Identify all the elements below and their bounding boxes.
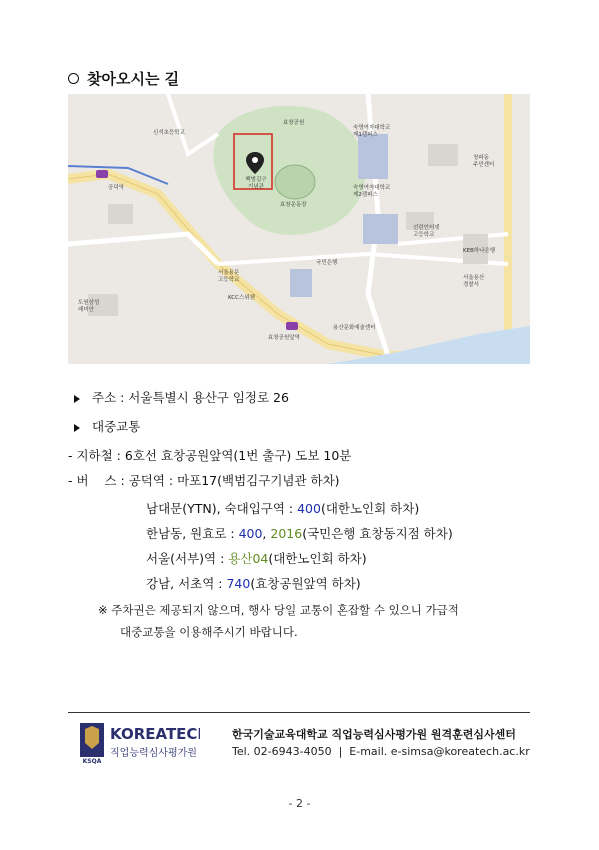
bus-row <box>146 524 453 542</box>
section-heading-text: 찾아오시는 길 <box>87 70 180 88</box>
triangle-bullet-icon <box>74 424 80 432</box>
bus-suffix: (효창공원앞역 하차) <box>250 576 361 591</box>
map-label-keb: KEB하나은행 <box>463 248 496 254</box>
bus-suffix: (백범김구기념관 하차) <box>217 473 340 488</box>
map-label-gongdeok: 공덕역 <box>108 185 124 191</box>
map-label-sookmyung: 숙명여자대학교 제2캠퍼스 <box>353 185 391 198</box>
bus-row <box>146 499 419 517</box>
bus-row <box>146 549 367 567</box>
map-label-yongsan-office: 용산문화예술센터 <box>333 325 376 331</box>
bus-route: 용산04 <box>228 551 269 566</box>
bus-stop: 서울(서부)역 : <box>146 551 229 566</box>
map-label-stadium: 효창운동장 <box>280 202 307 208</box>
footer-divider <box>68 712 530 713</box>
map-label-kookmin: 국민은행 <box>316 260 338 266</box>
parking-note-line2: 대중교통을 이용해주시기 바랍니다. <box>120 625 298 639</box>
bus-route: 마포17 <box>177 473 218 488</box>
bus-stop: 남대문(YTN), 숙대입구역 : <box>146 501 298 516</box>
bus-route: 400 <box>238 526 263 541</box>
subway-line: - 지하철 : 6호선 효창공원앞역(1번 출구) 도보 10분 <box>68 448 352 463</box>
map-label-sinseok: 신석초등학교 <box>153 130 185 136</box>
map-label-sookmyung-1: 숙명여자대학교 제1캠퍼스 <box>353 125 391 138</box>
metro-station-icon <box>96 170 108 178</box>
page-number: - 2 - <box>288 797 311 810</box>
transit-title-line <box>74 417 140 435</box>
bus-prefix: - 버 스 : <box>68 473 129 488</box>
bus-stop: 공덕역 : <box>128 473 178 488</box>
bus-suffix: (국민은행 효창동지점 하차) <box>302 526 453 541</box>
bus-route: 400 <box>297 501 321 516</box>
institution-name: 한국기술교육대학교 직업능력심사평가원 원격훈련심사센터 <box>232 728 516 741</box>
map-label-dowon: 도원삼성 래미안 <box>78 300 100 313</box>
map-label-police: 서울용산 경찰서 <box>463 275 485 288</box>
location-map[interactable] <box>68 94 530 364</box>
bus-route: 740 <box>226 576 251 591</box>
bus-suffix: (대한노인회 하차) <box>268 551 367 566</box>
metro-station-icon <box>286 322 298 330</box>
bus-route-sep: , <box>262 526 271 541</box>
bus-stop: 강남, 서초역 : <box>146 576 227 591</box>
bus-suffix: (대한노인회 하차) <box>320 501 420 516</box>
triangle-bullet-icon <box>74 395 80 403</box>
koreatech-logo <box>80 721 200 765</box>
map-label-kcc: KCC스위첸 <box>228 295 255 301</box>
section-heading <box>68 68 179 89</box>
contact-info: Tel. 02-6943-4050 | E-mail. e-simsa@koreatech.ac.kr <box>232 745 530 758</box>
circle-bullet-icon <box>68 73 79 84</box>
map-label-yongmun: 서울용문 고등학교 <box>218 270 240 283</box>
logo-sub: 직업능력심사평가원 <box>110 748 197 759</box>
map-label-seonrin: 선린인터넷 고등학교 <box>413 225 440 238</box>
bus-route: 2016 <box>270 526 303 541</box>
logo-main: KOREATECH <box>110 725 200 743</box>
logo-badge: KSQA <box>82 758 102 765</box>
map-label-cheongpa: 청파동 주민센터 <box>473 155 495 168</box>
address-text: 주소 : 서울특별시 용산구 임정로 26 <box>92 390 289 405</box>
map-label-kim-gu: 백범김구 기념관 <box>245 177 267 190</box>
address-line <box>74 388 289 406</box>
transit-title: 대중교통 <box>92 419 141 434</box>
map-canvas <box>68 94 530 364</box>
map-label-hyochang-station: 효창공원앞역 <box>268 335 300 341</box>
bus-stop: 한남동, 원효로 : <box>146 526 239 541</box>
bus-row <box>68 471 340 489</box>
bus-row <box>146 574 361 592</box>
map-label-park: 효창공원 <box>283 120 305 126</box>
parking-note-line1: ※ 주차권은 제공되지 않으며, 행사 당일 교통이 혼잡할 수 있으니 가급적 <box>98 603 459 617</box>
